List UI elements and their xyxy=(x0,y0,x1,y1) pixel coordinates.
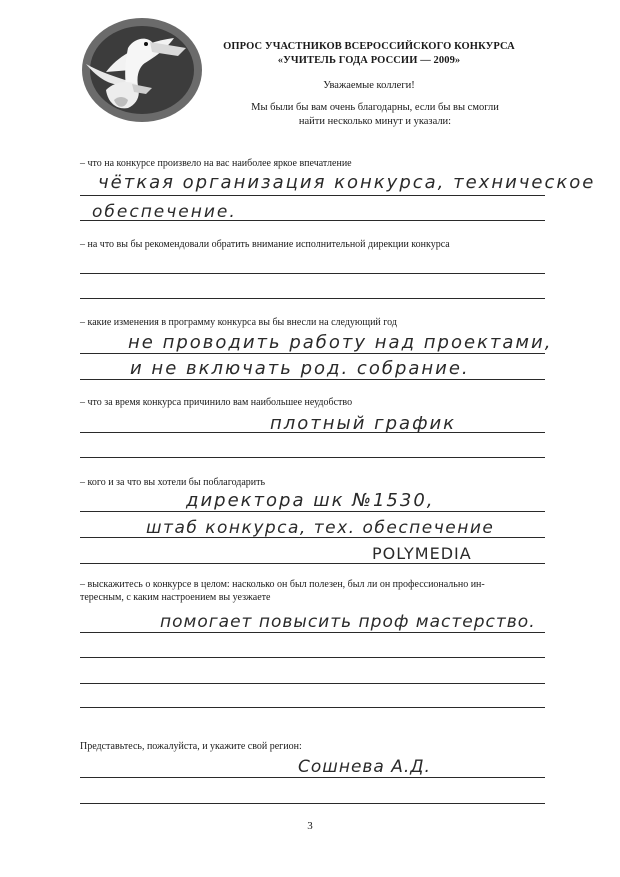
answer-line xyxy=(80,220,545,221)
answer-line xyxy=(80,632,545,633)
greeting: Уважаемые коллеги! xyxy=(323,80,415,91)
intro-line: Мы были бы вам очень благодарны, если бы вы смогли xyxy=(251,102,499,113)
question-impression: – что на конкурсе произвело на вас наиболее яркое впечатление xyxy=(80,158,352,169)
handwritten-answer: плотный график xyxy=(270,413,457,434)
handwritten-answer: штаб конкурса, тех. обеспечение xyxy=(146,518,495,538)
region-prompt: Представьтесь, пожалуйста, и укажите свой регион: xyxy=(80,741,302,752)
answer-line xyxy=(80,379,545,380)
answer-line xyxy=(80,511,545,512)
answer-line xyxy=(80,353,545,354)
intro-text xyxy=(225,101,525,129)
answer-line xyxy=(80,298,545,299)
intro-line: найти несколько минут и указали: xyxy=(298,116,452,127)
question-program-changes: – какие изменения в программу конкурса вы бы внесли на следующий год xyxy=(80,317,397,328)
question-gratitude: – кого и за что вы хотели бы поблагодарить xyxy=(80,477,266,488)
answer-line xyxy=(80,707,545,708)
handwritten-signature: Сошнева А.Д. xyxy=(298,757,431,777)
answer-line xyxy=(80,537,545,538)
question-recommendations: – на что вы бы рекомендовали обратить внимание исполнительной дирекции конкурса xyxy=(80,239,450,250)
question-line: тересным, с каким настроением вы уезжаете xyxy=(80,592,271,603)
answer-line xyxy=(80,803,545,804)
answer-line xyxy=(80,683,545,684)
answer-line xyxy=(80,273,545,274)
contest-name: «УЧИТЕЛЬ ГОДА РОССИИ — 2009» xyxy=(277,55,461,66)
handwritten-answer: не проводить работу над проектами, xyxy=(128,332,553,353)
answer-line xyxy=(80,563,545,564)
answer-line xyxy=(80,457,545,458)
answer-line xyxy=(80,432,545,433)
handwritten-answer: помогает повысить проф мастерство. xyxy=(160,612,536,632)
handwritten-answer: чёткая организация конкурса, техническое xyxy=(98,172,596,193)
question-overall xyxy=(80,578,550,604)
handwritten-answer: и не включать род. собрание. xyxy=(130,358,470,379)
survey-title: ОПРОС УЧАСТНИКОВ ВСЕРОССИЙСКОГО КОНКУРСА xyxy=(223,41,515,52)
handwritten-answer: POLYMEDIA xyxy=(372,544,472,563)
question-inconvenience: – что за время конкурса причинило вам наибольшее неудобство xyxy=(80,397,353,408)
handwritten-answer: обеспечение. xyxy=(92,202,237,222)
answer-line xyxy=(80,195,545,196)
question-line: – выскажитесь о конкурсе в целом: насколько он был полезен, был ли он профессионально ин- xyxy=(80,579,485,590)
pelican-emblem-icon xyxy=(66,12,212,128)
answer-line xyxy=(80,777,545,778)
handwritten-answer: директора шк №1530, xyxy=(186,490,435,511)
page-number: 3 xyxy=(307,820,313,832)
answer-line xyxy=(80,657,545,658)
